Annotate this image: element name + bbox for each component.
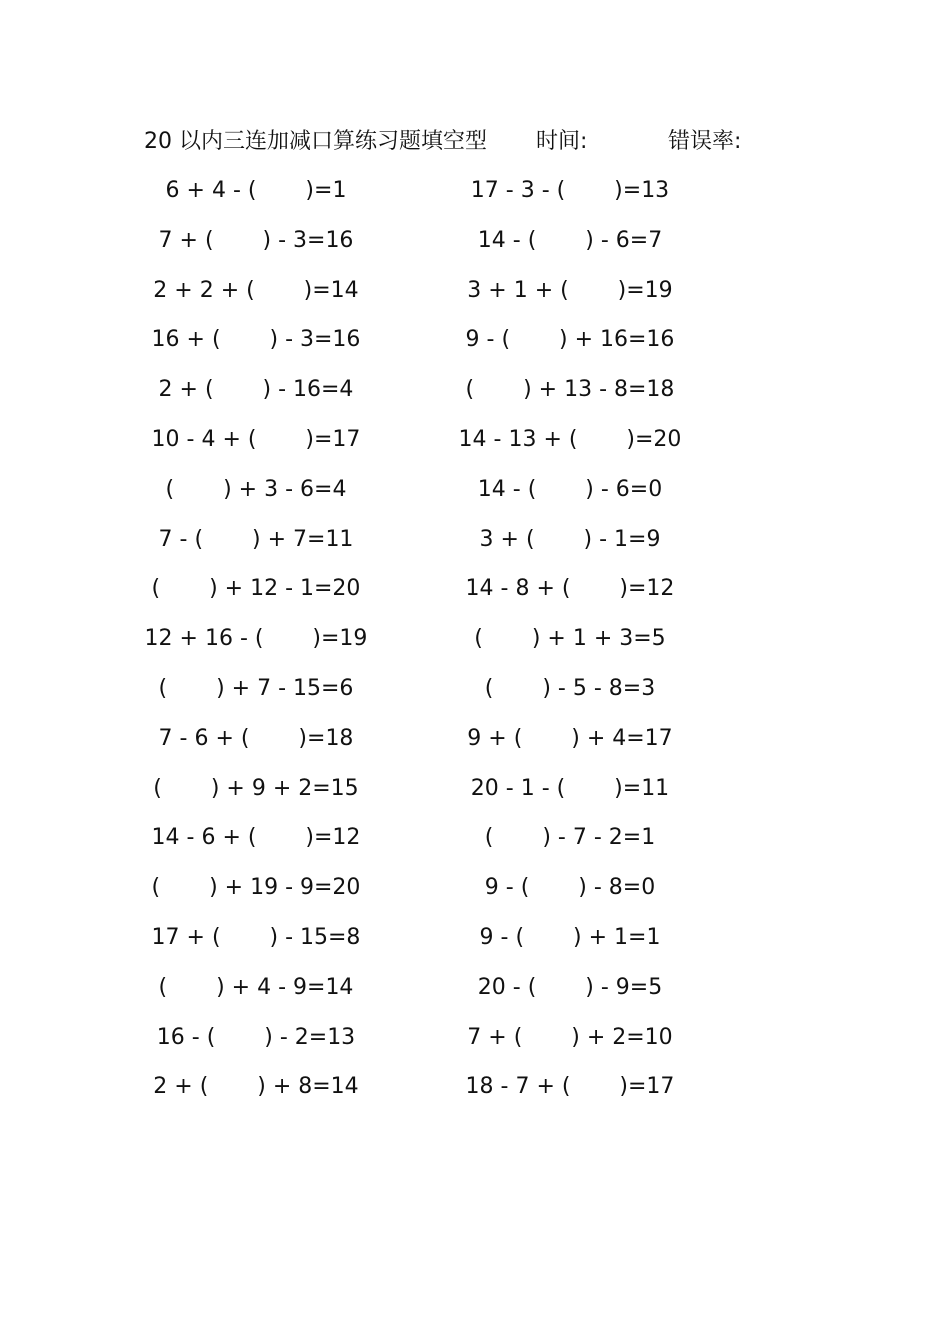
- problem-row: 9 - ( ) - 8=0: [484, 875, 656, 901]
- problem-row: ( ) + 19 - 9=20: [151, 875, 361, 901]
- problem-row: 2 + 2 + ( )=14: [153, 277, 359, 303]
- problem-row: 6 + 4 - ( )=1: [165, 178, 347, 203]
- problem-row: ( ) - 7 - 2=1: [484, 825, 656, 851]
- problem-row: 14 - ( ) - 6=7: [477, 227, 663, 253]
- problem-row: ( ) + 7 - 15=6: [158, 675, 354, 701]
- problem-row: ( ) + 3 - 6=4: [165, 476, 347, 502]
- problem-row: 17 - 3 - ( )=13: [470, 178, 670, 203]
- problem-row: 3 + ( ) - 1=9: [479, 526, 661, 552]
- problem-row: 17 + ( ) - 15=8: [151, 924, 361, 950]
- problem-row: ( ) + 1 + 3=5: [474, 626, 666, 652]
- time-label: 时间:: [536, 129, 588, 154]
- problem-row: 14 - 8 + ( )=12: [465, 576, 675, 602]
- problem-row: ( ) - 5 - 8=3: [484, 675, 656, 701]
- problem-row: 16 - ( ) - 2=13: [156, 1024, 356, 1050]
- problem-row: 7 - 6 + ( )=18: [158, 725, 354, 751]
- problem-row: 7 - ( ) + 7=11: [158, 526, 354, 552]
- problem-row: 2 + ( ) + 8=14: [153, 1074, 359, 1100]
- problem-row: 20 - ( ) - 9=5: [477, 974, 663, 1000]
- problem-row: 14 - ( ) - 6=0: [477, 476, 663, 502]
- problem-row: ( ) + 13 - 8=18: [465, 377, 675, 403]
- problem-column-right: [450, 174, 690, 1120]
- error-rate-label: 错误率:: [668, 129, 742, 154]
- problem-row: 7 + ( ) + 2=10: [467, 1024, 673, 1050]
- problem-row: 9 - ( ) + 1=1: [479, 924, 661, 950]
- worksheet-header: [144, 127, 784, 157]
- problem-row: ( ) + 12 - 1=20: [151, 576, 361, 602]
- worksheet-title: 20 以内三连加减口算练习题填空型: [144, 129, 487, 154]
- problem-row: 9 - ( ) + 16=16: [465, 327, 675, 353]
- problem-row: 2 + ( ) - 16=4: [158, 377, 354, 403]
- problem-row: 14 - 6 + ( )=12: [151, 825, 361, 851]
- problem-row: 3 + 1 + ( )=19: [467, 277, 673, 303]
- problem-row: 9 + ( ) + 4=17: [467, 725, 673, 751]
- problem-row: ( ) + 4 - 9=14: [158, 974, 354, 1000]
- problem-row: 10 - 4 + ( )=17: [151, 426, 361, 452]
- problem-row: 16 + ( ) - 3=16: [151, 327, 361, 353]
- problem-row: 12 + 16 - ( )=19: [144, 626, 368, 652]
- problem-row: 18 - 7 + ( )=17: [465, 1074, 675, 1100]
- problem-row: 14 - 13 + ( )=20: [458, 426, 682, 452]
- problem-row: 20 - 1 - ( )=11: [470, 775, 670, 801]
- problem-row: ( ) + 9 + 2=15: [153, 775, 359, 801]
- problem-row: 7 + ( ) - 3=16: [158, 227, 354, 253]
- problem-column-left: [136, 174, 376, 1120]
